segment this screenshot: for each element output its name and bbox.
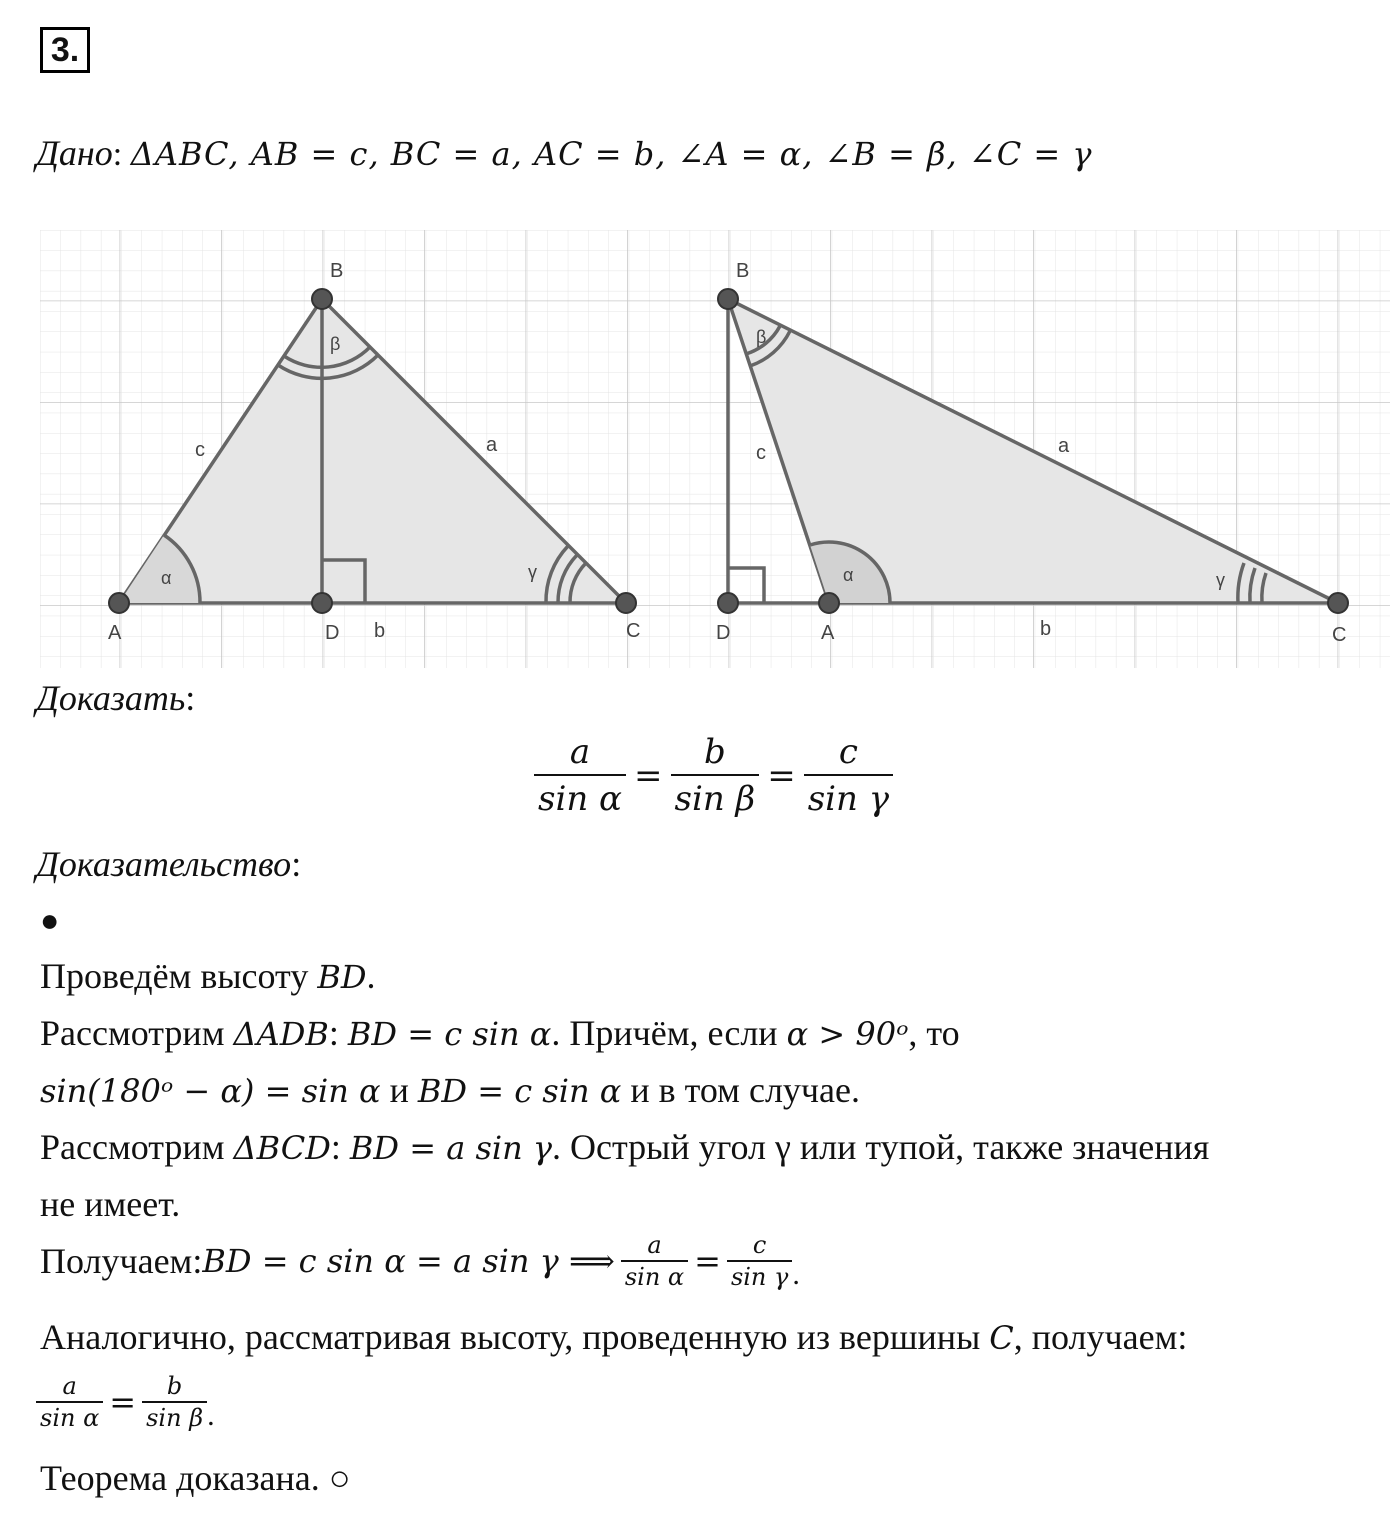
given-label: Дано [36, 133, 113, 173]
proof-label: Доказательство [36, 844, 292, 884]
fraction: $\frac{b}{\text{sin β}}$ [142, 1371, 207, 1433]
label-a: A [108, 622, 122, 644]
label-d: D [716, 622, 731, 644]
triangle-figures [40, 230, 1390, 670]
fraction: $\frac{c}{\text{sin γ}}$ [727, 1230, 792, 1292]
proof-line-4: Рассмотрим ΔBCD: BD = a sin γ. Острый угол γ или тупой, также значения [40, 1127, 1210, 1167]
label-beta: β [330, 334, 341, 354]
fraction: $\frac{b}{\text{sin β}}$ [671, 730, 760, 822]
label-side-c: c [756, 442, 766, 464]
point-c [616, 593, 636, 613]
task-number: 3. [40, 27, 90, 73]
fraction: $\frac{a}{\text{sin α}}$ [534, 730, 626, 822]
label-side-a: a [1058, 435, 1070, 457]
label-side-b: b [1040, 618, 1052, 640]
label-c: C [1332, 624, 1347, 646]
given-line [36, 132, 1092, 174]
point-b [718, 289, 738, 309]
proof-heading: Доказательство: [36, 844, 302, 884]
point-c [1328, 593, 1348, 613]
bullet: ● [40, 902, 60, 938]
label-c: C [626, 620, 641, 642]
point-d [718, 593, 738, 613]
proof-line-3: sin(180ᵒ − α) = sin α и BD = c sin α и в том случае. [40, 1070, 860, 1110]
fraction: $\frac{c}{\text{sin γ}}$ [804, 730, 893, 822]
point-b [312, 289, 332, 309]
label-side-b: b [374, 620, 386, 642]
proof-line-1: Проведём высоту BD. [40, 956, 376, 996]
label-d: D [325, 622, 340, 644]
given-colon: : [112, 136, 131, 173]
label-alpha: α [161, 568, 172, 588]
label-side-c: c [195, 439, 205, 461]
label-gamma: γ [528, 562, 537, 582]
prove-label: Доказать [36, 678, 186, 718]
proof-line-2: Рассмотрим ΔADB: BD = c sin α. Причём, если α > 90ᵒ, то [40, 1013, 960, 1053]
label-alpha: α [843, 565, 854, 585]
label-side-a: a [486, 434, 498, 456]
point-d [312, 593, 332, 613]
label-b: B [736, 260, 750, 282]
proof-line-6: Получаем: BD = c sin α = a sin γ ⟹ $\frac{a}{\text{sin α}}$ = $\frac{c}{\text{sin γ}}$ . [40, 1231, 800, 1291]
proof-line-8: $\frac{a}{\text{sin α}}$ = $\frac{b}{\text{sin β}}$ . [36, 1371, 215, 1433]
fraction: $\frac{a}{\text{sin α}}$ [621, 1230, 688, 1292]
given-statement: ΔABC, AB = c, BC = a, AC = b, ∠A = α, ∠B = β, ∠C = γ [130, 135, 1093, 173]
prove-heading: Доказать: [36, 678, 196, 718]
label-a: A [821, 622, 835, 644]
prove-formula: $\frac{a}{\text{sin α}}$ = $\frac{b}{\text{sin β}}$ = $\frac{c}{\text{sin γ}}$ [534, 730, 893, 822]
label-beta: β [756, 327, 767, 347]
proof-conclusion: Теорема доказана. ○ [40, 1458, 351, 1498]
label-b: B [330, 260, 344, 282]
proof-line-5: не имеет. [40, 1184, 181, 1224]
proof-line-7: Аналогично, рассматривая высоту, проведенную из вершины C, получаем: [40, 1317, 1188, 1357]
point-a [819, 593, 839, 613]
fraction: $\frac{a}{\text{sin α}}$ [36, 1371, 103, 1433]
label-gamma: γ [1216, 570, 1225, 590]
point-a [109, 593, 129, 613]
